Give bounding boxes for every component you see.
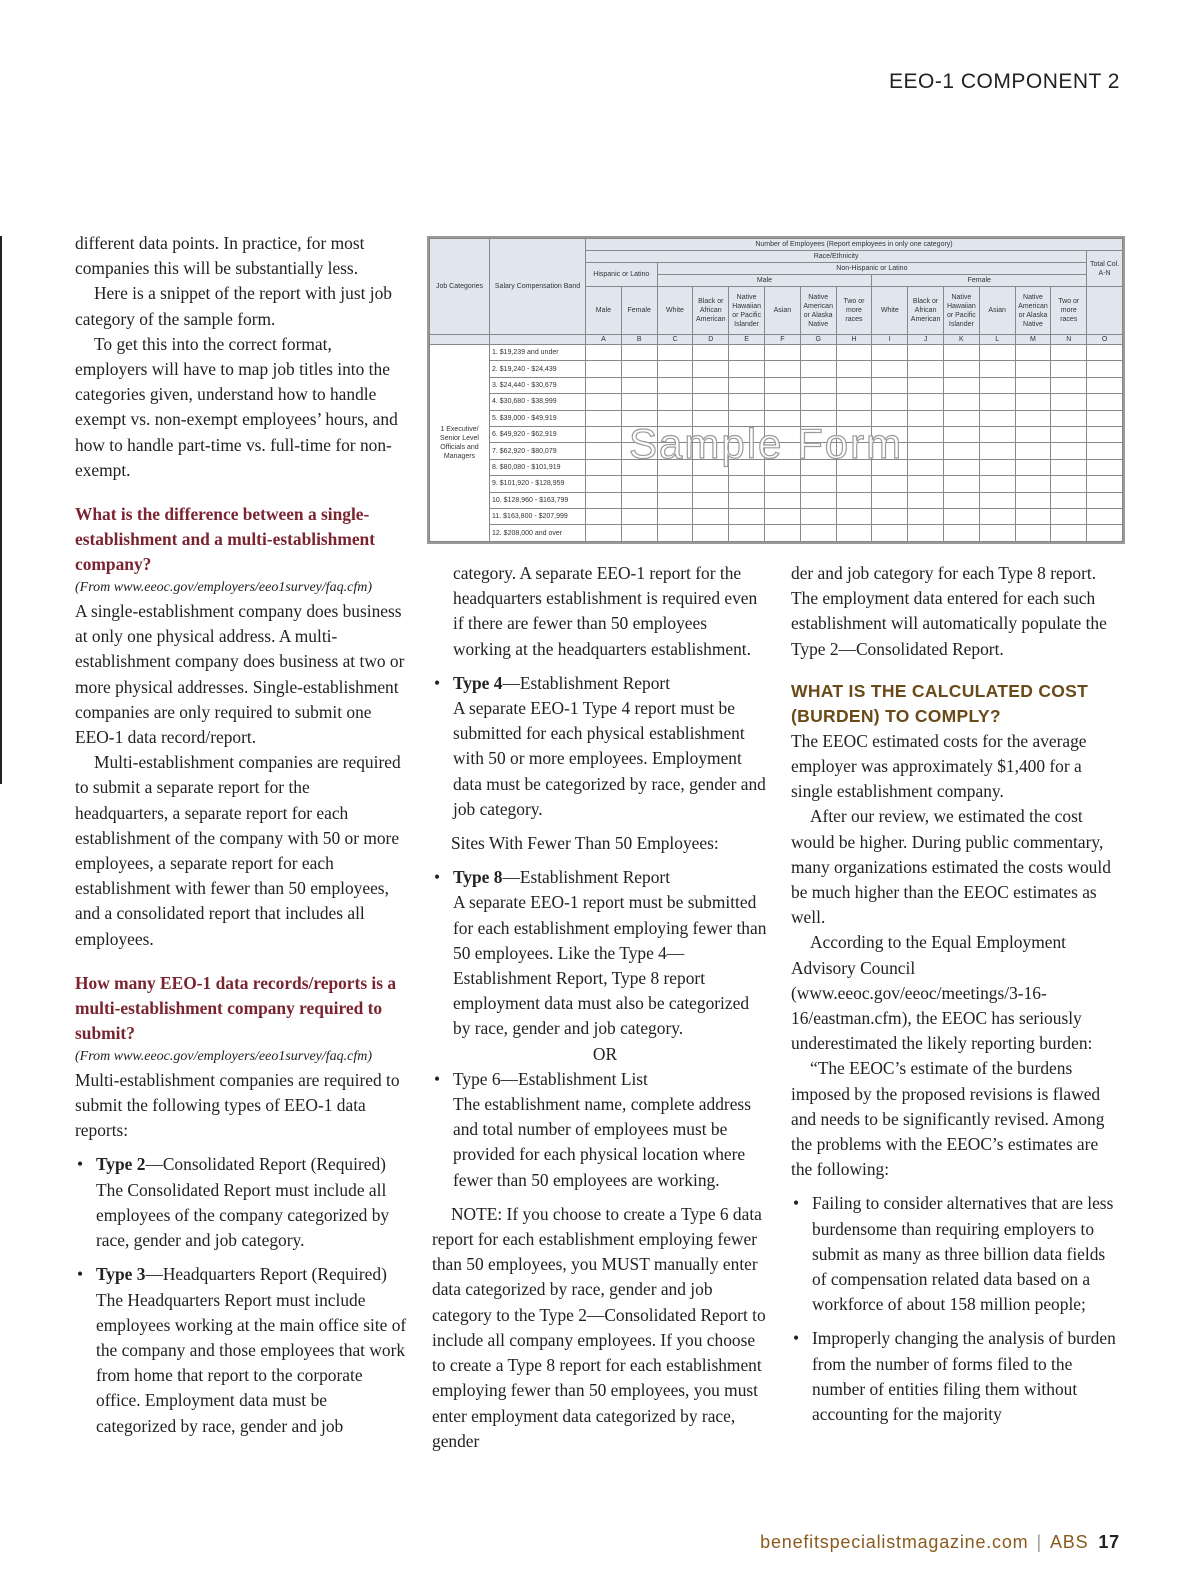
paragraph: Sites With Fewer Than 50 Employees:	[451, 833, 719, 854]
page-number: 17	[1098, 1532, 1120, 1552]
table-row	[430, 492, 1123, 508]
salary-band: 1. $19,239 and under	[490, 345, 586, 361]
bullet-list	[791, 1191, 1121, 1427]
type-description: The establishment name, complete address and total number of employees must be provided for each physical location where fewer than 50 employees are working.	[453, 1094, 751, 1190]
type-title: —Consolidated Report (Required)	[145, 1154, 386, 1175]
paragraph: category. A separate EEO-1 report for the headquarters establishment is required even if there are fewer than 50 employees working at the headquarters establishment.	[453, 563, 758, 659]
type-title: —Headquarters Report (Required)	[145, 1264, 387, 1285]
footer-separator: |	[1036, 1532, 1042, 1552]
table-row	[430, 443, 1123, 459]
column-letter: N	[1051, 335, 1087, 345]
list-item: • Failing to consider alternatives that are less burdensome than requiring employers to submit as many as three billion data fields of compensation related data based on a workforce of about 158 million people;	[791, 1191, 1121, 1317]
source-citation: (From www.eeoc.gov/employers/eeo1survey/faq.cfm)	[75, 580, 373, 596]
table-row	[430, 377, 1123, 393]
blank-cell	[430, 335, 490, 345]
type-description: A separate EEO-1 report must be submitted for each establishment employing fewer than 50 employees. Like the Type 4—Establishment Report, Type 8 report employment data must also be categorized by race, gender and job category.	[453, 892, 767, 1039]
or-separator: OR	[592, 1043, 618, 1064]
type-label: Type 2	[96, 1154, 146, 1175]
column-header: Native Hawaiian or Pacific Islander	[729, 287, 765, 335]
salary-band: 5. $39,000 - $49,919	[490, 410, 586, 426]
bullet-list	[432, 1067, 768, 1193]
bullet-list	[432, 865, 768, 1041]
table-row	[430, 509, 1123, 525]
paragraph: A single-establishment company does business at only one physical address. A multi-establishment company does business at two or more physical addresses. Single-establishment companies are only required to submit one EEO-1 data record/report.	[75, 601, 405, 748]
column-header: Asian	[979, 287, 1015, 335]
type-label: Type 3	[96, 1264, 146, 1285]
paragraph: different data points. In practice, for most companies this will be substantially less.	[75, 233, 365, 279]
footer-brand: ABS	[1049, 1532, 1089, 1552]
table-row	[430, 459, 1123, 475]
table-row	[430, 361, 1123, 377]
question-heading: How many EEO-1 data records/reports is a multi-establishment company required to submit?	[75, 972, 397, 1043]
salary-band: 6. $49,920 - $62,919	[490, 427, 586, 443]
table-row	[430, 410, 1123, 426]
blank-cell	[490, 335, 586, 345]
middle-column	[432, 561, 768, 1454]
type-description: The Headquarters Report must include employees working at the main office site of the company and those employees that work from home that report to the corporate office. Employment data must be categorized by race, gender and job	[96, 1289, 407, 1436]
paragraph: Multi-establishment companies are required to submit the following types of EEO-1 data reports:	[75, 1069, 400, 1141]
column-letter: J	[908, 335, 944, 345]
total-spacer	[1087, 287, 1123, 335]
source-citation: (From www.eeoc.gov/employers/eeo1survey/faq.cfm)	[75, 1048, 373, 1064]
salary-band: 8. $80,080 - $101,919	[490, 459, 586, 475]
number-of-employees-header: Number of Employees (Report employees in only one category)	[586, 239, 1123, 251]
type-title: Type 6—Establishment List	[453, 1068, 648, 1089]
table-row	[430, 427, 1123, 443]
question-heading: What is the difference between a single-establishment and a multi-establishment company?	[75, 504, 376, 575]
column-header: Black or African American	[693, 287, 729, 335]
section-header: EEO-1 COMPONENT 2	[889, 70, 1120, 93]
table-row	[430, 476, 1123, 492]
type-title: —Establishment Report	[502, 867, 671, 888]
sample-form-watermark: Sample Form	[629, 420, 904, 467]
type-label: Type 8	[453, 867, 503, 888]
type-label: Type 4	[453, 672, 503, 693]
list-item	[432, 865, 768, 1041]
footer-site: benefitspecialistmagazine.com	[760, 1532, 1029, 1552]
column-header: White	[657, 287, 693, 335]
page-footer	[760, 1532, 1120, 1553]
column-header: Two or more races	[836, 287, 872, 335]
section-heading: WHAT IS THE CALCULATED COST (BURDEN) TO COMPLY?	[791, 680, 1089, 726]
table-row	[430, 525, 1123, 542]
column-letter: M	[1015, 335, 1051, 345]
column-header: Male	[586, 287, 622, 335]
job-category-cell: 1 Executive/ Senior Level Officials and Managers	[430, 345, 490, 542]
right-column	[791, 561, 1121, 1427]
sample-form-image	[427, 236, 1125, 544]
salary-band: 7. $62,920 - $80,079	[490, 443, 586, 459]
paragraph: Multi-establishment companies are required to submit a separate report for the headquarters, a separate report for each establishment of the company with 50 or more employees, a separate report for each establishment with fewer than 50 employees, and a consolidated report that includes all employees.	[75, 752, 401, 949]
paragraph: To get this into the correct format, employers will have to map job titles into the categories given, understand how to handle exempt vs. non-exempt employees’ hours, and how to handle part-time vs. full-time for non-exempt.	[75, 333, 398, 480]
salary-band: 12. $208,000 and over	[490, 525, 586, 542]
race-ethnicity-header: Race/Ethnicity	[586, 251, 1087, 263]
column-letter: G	[800, 335, 836, 345]
column-letter: L	[979, 335, 1015, 345]
column-letter: D	[693, 335, 729, 345]
letter-row	[430, 335, 1123, 345]
type-description: A separate EEO-1 Type 4 report must be submitted for each physical establishment with 50 or more employees. Employment data must be categorized by race, gender and job category.	[453, 698, 766, 819]
paragraph: The EEOC estimated costs for the average employer was approximately $1,400 for a single establishment company.	[791, 730, 1087, 802]
paragraph: After our review, we estimated the cost would be higher. During public commentary, many organizations estimated the costs would be much higher than the EEOC estimates as well.	[791, 806, 1111, 928]
column-header: Asian	[764, 287, 800, 335]
female-header: Female	[872, 275, 1087, 287]
column-header: Native American or Alaska Native	[1015, 287, 1051, 335]
column-letter: A	[586, 335, 622, 345]
salary-band: 4. $30,680 - $38,999	[490, 394, 586, 410]
page-edge-rule	[0, 236, 2, 784]
column-letter: E	[729, 335, 765, 345]
list-item	[432, 1067, 768, 1193]
column-letter: B	[621, 335, 657, 345]
bullet-list	[75, 1152, 407, 1438]
list-item: • Improperly changing the analysis of burden from the number of forms filed to the number of entities filing them without accounting for the majority	[791, 1326, 1121, 1427]
hispanic-header: Hispanic or Latino	[586, 263, 658, 287]
column-letter: O	[1087, 335, 1123, 345]
list-item	[75, 1152, 407, 1253]
type-description: The Consolidated Report must include all employees of the company categorized by race, gender and job category.	[96, 1179, 390, 1251]
column-letter: K	[943, 335, 979, 345]
column-letter: C	[657, 335, 693, 345]
note-paragraph: NOTE: If you choose to create a Type 6 data report for each establishment employing fewer than 50 employees, you MUST manually enter data categorized by race, gender and job category to the Type 2—Consolidated Report to include all company employees. If you choose to create a Type 8 report for each establishment employing fewer than 50 employees, you must enter employment data categorized by race, gender	[432, 1203, 766, 1451]
salary-band: 11. $163,800 - $207,999	[490, 509, 586, 525]
paragraph: “The EEOC’s estimate of the burdens imposed by the proposed revisions is flawed and needs to be significantly revised. Among the problems with the EEOC’s estimates are the following:	[791, 1058, 1105, 1180]
paragraph: Here is a snippet of the report with just job category of the sample form.	[75, 283, 392, 329]
bullet-list	[432, 671, 768, 822]
salary-band-header: Salary Compensation Band	[490, 239, 586, 335]
male-header: Male	[657, 275, 872, 287]
column-letter: F	[764, 335, 800, 345]
salary-band: 10. $128,960 - $163,799	[490, 492, 586, 508]
column-header: White	[872, 287, 908, 335]
column-header: Native American or Alaska Native	[800, 287, 836, 335]
paragraph: According to the Equal Employment Advisory Council (www.eeoc.gov/eeoc/meetings/3-16-16/eastman.cfm), the EEOC has seriously underestimated the likely reporting burden:	[791, 932, 1093, 1054]
column-header: Black or African American	[908, 287, 944, 335]
paragraph: der and job category for each Type 8 report. The employment data entered for each such establishment will automatically populate the Type 2—Consolidated Report.	[791, 563, 1107, 659]
list-item	[75, 1262, 407, 1438]
total-header: Total Col. A-N	[1087, 251, 1123, 287]
column-header: Native Hawaiian or Pacific Islander	[943, 287, 979, 335]
salary-band: 2. $19,240 - $24,439	[490, 361, 586, 377]
column-letter: I	[872, 335, 908, 345]
table-row	[430, 394, 1123, 410]
list-item	[432, 671, 768, 822]
left-column	[75, 231, 407, 1439]
salary-band: 3. $24,440 - $30,679	[490, 377, 586, 393]
sample-form-table	[429, 238, 1123, 542]
column-header: Female	[621, 287, 657, 335]
column-letter: H	[836, 335, 872, 345]
job-categories-header: Job Categories	[430, 239, 490, 335]
table-row	[430, 345, 1123, 361]
non-hispanic-header: Non-Hispanic or Latino	[657, 263, 1087, 275]
type-title: —Establishment Report	[502, 672, 671, 693]
salary-band: 9. $101,920 - $128,959	[490, 476, 586, 492]
column-header: Two or more races	[1051, 287, 1087, 335]
